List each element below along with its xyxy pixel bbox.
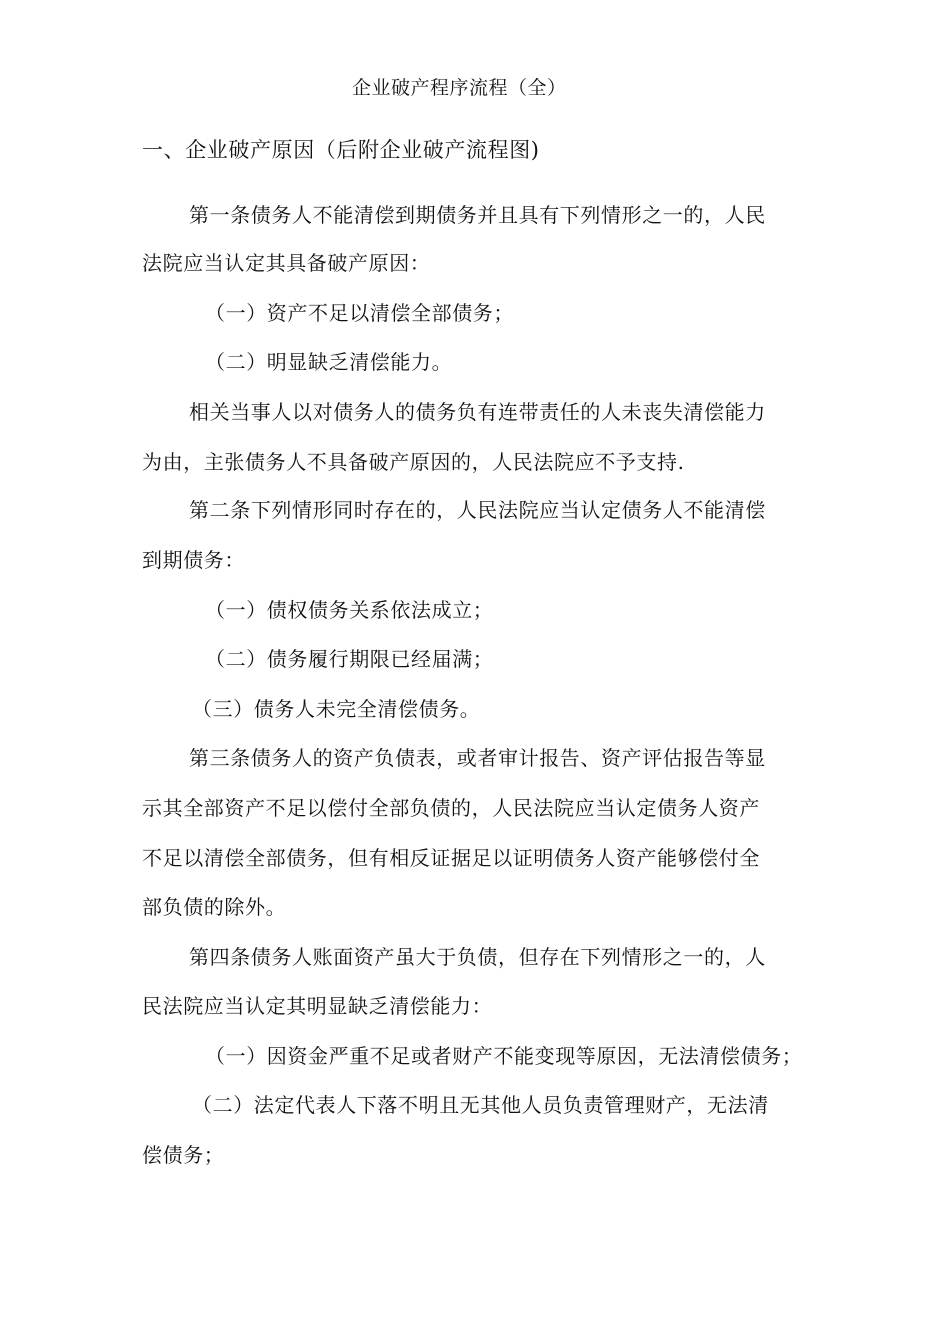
section-heading: 一、企业破产原因（后附企业破产流程图) bbox=[142, 138, 540, 162]
paragraph-line: 示其全部资产不足以偿付全部负债的，人民法院应当认定债务人资产 bbox=[142, 796, 760, 820]
list-item: （二）债务履行期限已经届满； bbox=[205, 647, 494, 671]
paragraph-line: 第一条债务人不能清偿到期债务并且具有下列情形之一的，人民 bbox=[189, 203, 766, 227]
list-item: （一）因资金严重不足或者财产不能变现等原因，无法清偿债务； bbox=[205, 1044, 803, 1068]
document-title: 企业破产程序流程（全） bbox=[352, 77, 567, 99]
paragraph-line: 部负债的除外。 bbox=[142, 895, 287, 919]
paragraph-line: 为由，主张债务人不具备破产原因的，人民法院应不予支持. bbox=[142, 450, 685, 474]
paragraph-line: 第三条债务人的资产负债表，或者审计报告、资产评估报告等显 bbox=[189, 746, 766, 770]
paragraph-line: 到期债务： bbox=[142, 548, 245, 572]
list-item: （一）债权债务关系依法成立； bbox=[205, 598, 494, 622]
list-item: （一）资产不足以清偿全部债务； bbox=[205, 301, 514, 325]
list-item: （二）明显缺乏清偿能力。 bbox=[205, 350, 453, 374]
paragraph-line: 第二条下列情形同时存在的，人民法院应当认定债务人不能清偿 bbox=[189, 498, 766, 522]
paragraph-line: 第四条债务人账面资产虽大于负债，但存在下列情形之一的，人 bbox=[189, 945, 766, 969]
paragraph-line: 法院应当认定其具备破产原因： bbox=[142, 251, 431, 275]
list-item: （二）法定代表人下落不明且无其他人员负责管理财产，无法清 bbox=[192, 1093, 769, 1117]
paragraph-line: 不足以清偿全部债务，但有相反证据足以证明债务人资产能够偿付全 bbox=[142, 846, 760, 870]
paragraph-line: 相关当事人以对债务人的债务负有连带责任的人未丧失清偿能力 bbox=[189, 400, 766, 424]
list-item: （三）债务人未完全清偿债务。 bbox=[192, 697, 481, 721]
paragraph-line: 民法院应当认定其明显缺乏清偿能力： bbox=[142, 994, 493, 1018]
paragraph-line: 偿债务； bbox=[142, 1143, 225, 1167]
